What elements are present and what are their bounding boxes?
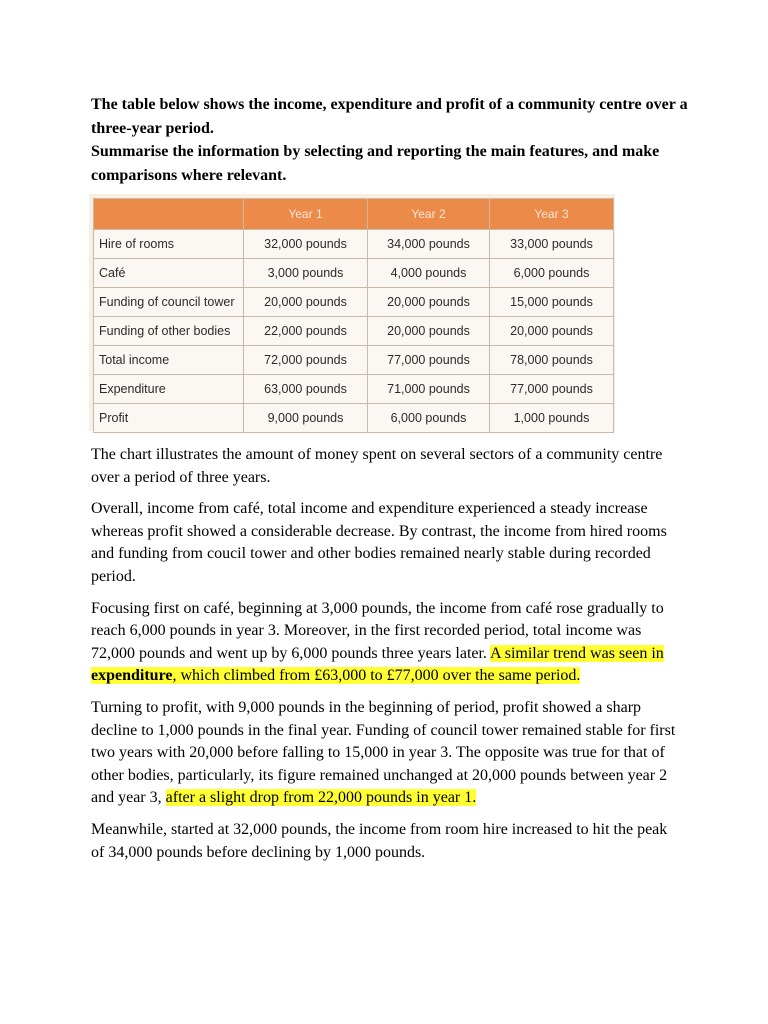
table-cell: 3,000 pounds <box>244 259 368 288</box>
table-cell: 33,000 pounds <box>490 230 614 259</box>
essay-paragraph-rooms: Meanwhile, started at 32,000 pounds, the income from room hire increased to hit the peak of 34,000 pounds before declining by 1,000 pounds. <box>91 820 668 861</box>
essay-body <box>91 444 681 873</box>
table-cell: 78,000 pounds <box>490 346 614 375</box>
prompt-line-1: The table below shows the income, expenditure and profit of a community centre over a three-year period. <box>91 96 688 137</box>
table-row <box>94 288 614 317</box>
table-cell: 20,000 pounds <box>368 288 490 317</box>
table-cell: 4,000 pounds <box>368 259 490 288</box>
table-row <box>94 317 614 346</box>
highlighted-text: after a slight drop from 22,000 pounds in year 1. <box>165 789 477 807</box>
row-label: Café <box>94 259 244 288</box>
row-label: Total income <box>94 346 244 375</box>
table-cell: 20,000 pounds <box>490 317 614 346</box>
table-cell: 22,000 pounds <box>244 317 368 346</box>
table-cell: 6,000 pounds <box>490 259 614 288</box>
table-cell: 77,000 pounds <box>490 375 614 404</box>
table-cell: 9,000 pounds <box>244 404 368 433</box>
table-cell: 1,000 pounds <box>490 404 614 433</box>
table-cell: 63,000 pounds <box>244 375 368 404</box>
table-cell: 34,000 pounds <box>368 230 490 259</box>
table-header-row <box>94 199 614 230</box>
row-label: Funding of other bodies <box>94 317 244 346</box>
essay-text: Turning to profit, with 9,000 pounds in the beginning of period, profit showed a sharp decline to 1,000 pounds in the final year. Funding of council tower remained stable for first two years with 20,000 before falling to 15,000 in year 3. The opposite was true for that of other bodies, particularly, its figure remained unchanged at 20,000 pounds between year 2 and year 3, <box>91 698 676 807</box>
table-cell: 77,000 pounds <box>368 346 490 375</box>
table-cell: 20,000 pounds <box>244 288 368 317</box>
essay-paragraph-intro: The chart illustrates the amount of money spent on several sectors of a community centre over a period of three years. <box>91 446 663 486</box>
table-row <box>94 346 614 375</box>
table-row <box>94 259 614 288</box>
row-label: Hire of rooms <box>94 230 244 259</box>
table-cell: 71,000 pounds <box>368 375 490 404</box>
essay-paragraph-overview: Overall, income from café, total income and expenditure experienced a steady increase whereas profit showed a considerable decrease. By contrast, the income from hired rooms and funding from coucil tower and other bodies remained nearly stable during recorded period. <box>91 500 667 585</box>
data-table-image <box>89 194 615 431</box>
row-label: Profit <box>94 404 244 433</box>
row-label: Expenditure <box>94 375 244 404</box>
table-row <box>94 375 614 404</box>
prompt-line-2: Summarise the information by selecting and reporting the main features, and make comparisons where relevant. <box>91 143 660 184</box>
table-row <box>94 404 614 433</box>
data-table <box>93 198 614 433</box>
table-header-year-3: Year 3 <box>490 199 614 230</box>
essay-text: Focusing first on café, beginning at 3,000 pounds, the income from café rose gradually to reach 6,000 pounds in year 3. Moreover, in the first recorded period, total income was 72,000 pounds and went up by 6,000 pounds three years later. <box>91 599 664 662</box>
row-label: Funding of council tower <box>94 288 244 317</box>
highlighted-text: A similar trend was seen in expenditure, which climbed from £63,000 to £77,000 over the same period. <box>91 644 664 685</box>
table-cell: 20,000 pounds <box>368 317 490 346</box>
table-cell: 32,000 pounds <box>244 230 368 259</box>
table-cell: 6,000 pounds <box>368 404 490 433</box>
table-cell: 15,000 pounds <box>490 288 614 317</box>
table-row <box>94 230 614 259</box>
essay-paragraph-cafe <box>91 598 681 688</box>
table-header-year-2: Year 2 <box>368 199 490 230</box>
essay-paragraph-profit <box>91 697 681 810</box>
task-prompt <box>91 93 691 187</box>
table-header-blank <box>94 199 244 230</box>
table-header-year-1: Year 1 <box>244 199 368 230</box>
bold-text: expenditure <box>91 667 173 685</box>
table-cell: 72,000 pounds <box>244 346 368 375</box>
